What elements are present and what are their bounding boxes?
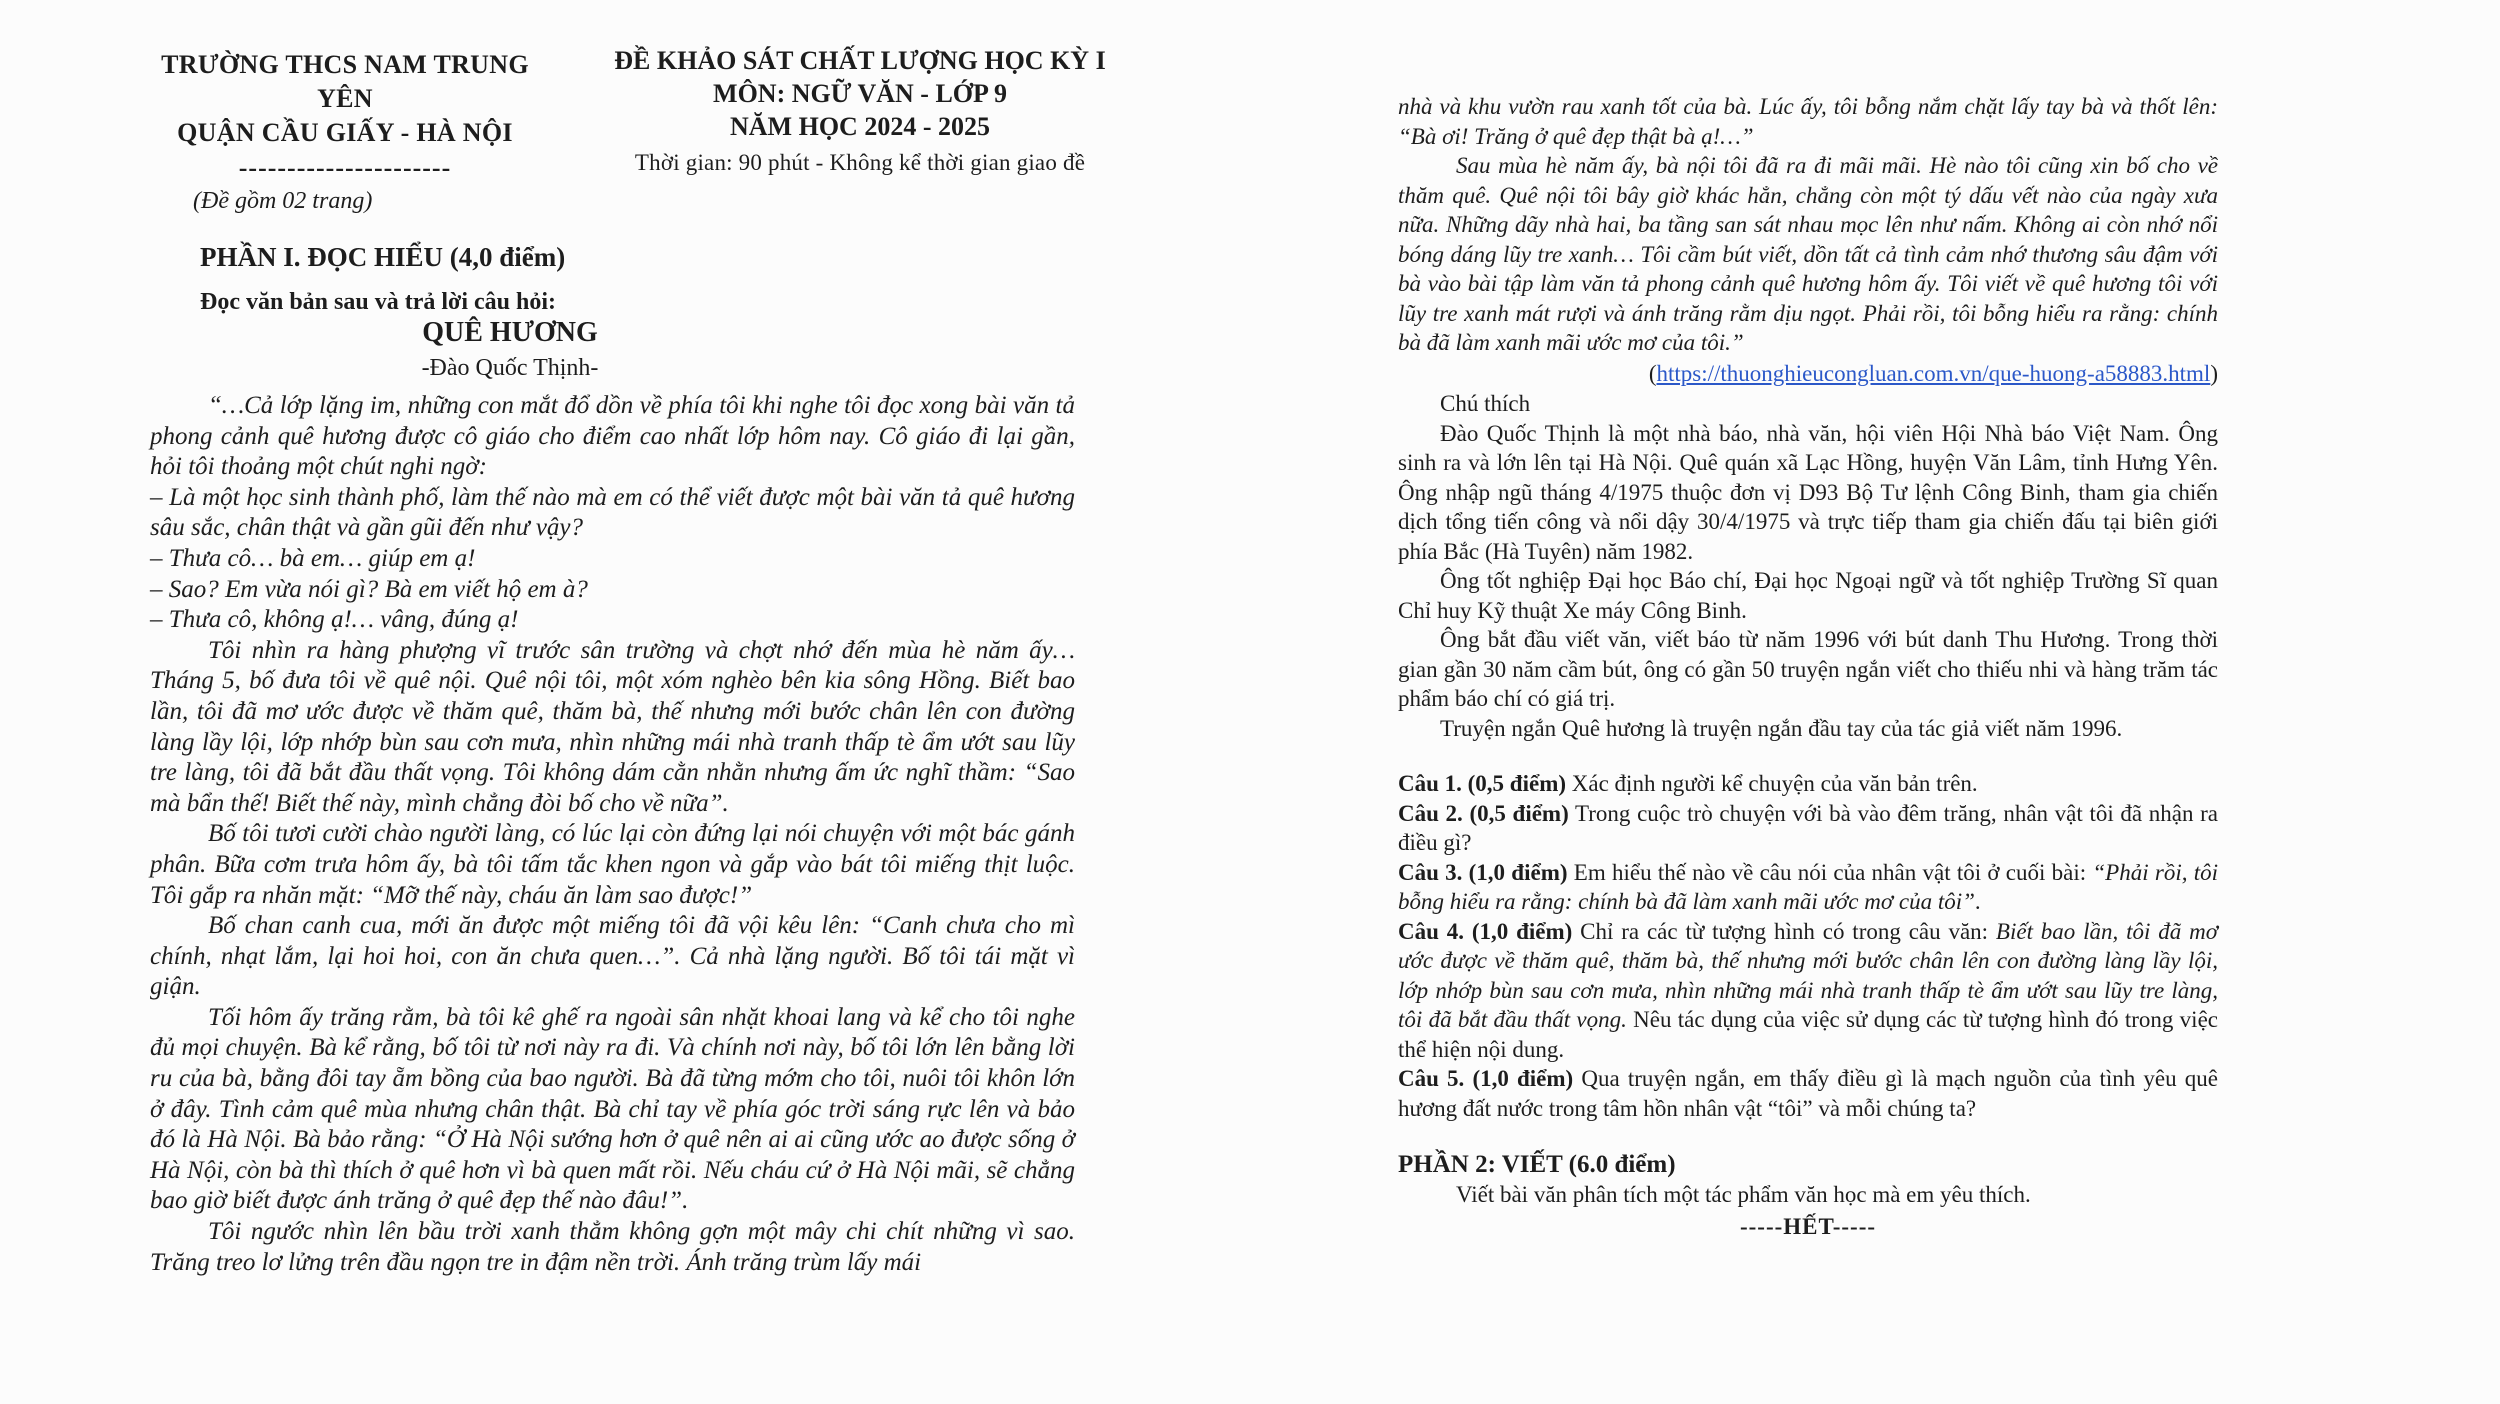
- passage-title: QUÊ HƯƠNG: [422, 317, 598, 348]
- pages-note: (Đề gồm 02 trang): [193, 188, 373, 214]
- notes-heading: Chú thích: [1440, 391, 1531, 416]
- passage-paragraph: Tôi ngước nhìn lên bầu trời xanh thẳm không gợn một mây chi chít những vì sao. Trăng treo lơ lửng trên đầu ngọn tre in đậm nền trời. Ánh trăng trùm lấy mái: [150, 1218, 1075, 1276]
- question-label: Câu 1. (0,5 điểm): [1398, 771, 1567, 796]
- question-item: [1398, 769, 2218, 799]
- source-link[interactable]: https://thuonghieucongluan.com.vn/que-huong-a58883.html: [1656, 360, 2211, 386]
- question-text: Trong cuộc trò chuyện với bà vào đêm trăng, nhân vật tôi đã nhận ra điều gì?: [1398, 800, 2218, 855]
- passage-paragraph: – Là một học sinh thành phố, làm thế nào mà em có thể viết được một bài văn tả quê hương sâu sắc, chân thật và gần gũi đến như vậy?: [150, 483, 1075, 542]
- passage-paragraph: – Thưa cô… bà em… giúp em ạ!: [150, 544, 476, 572]
- passage-paragraph: – Thưa cô, không ạ!… vâng, đúng ạ!: [150, 606, 519, 634]
- passage-paragraph: Bố tôi tươi cười chào người làng, có lúc lại còn đứng lại nói chuyện với một bác gánh phân. Bữa cơm trưa hôm ấy, bà tôi tấm tắc khen ngon và gắp vào bát tôi miếng thịt luộc. Tôi gắp ra nhăn mặt: “Mỡ thế này, cháu ăn làm sao được!”: [150, 820, 1075, 909]
- note-paragraph: Truyện ngắn Quê hương là truyện ngắn đầu tay của tác giả viết năm 1996.: [1440, 715, 2123, 741]
- question-label: Câu 3. (1,0 điểm): [1398, 859, 1568, 885]
- right-column: [1398, 92, 2218, 1242]
- school-district: QUẬN CẦU GIẤY - HÀ NỘI: [177, 118, 513, 147]
- passage-paragraph: Sau mùa hè năm ấy, bà nội tôi đã ra đi mãi mãi. Hè nào tôi cũng xin bố cho về thăm quê. Quê nội tôi bây giờ khác hẳn, chẳng còn một tý dấu vết nào của ngày xưa nữa. Những dãy nhà hai, ba tầng san sát nhau mọc lên như nấm. Không ai còn nhớ nổi bóng dáng lũy tre xanh… Tôi cầm bút viết, dồn tất cả tình cảm nhớ thương sâu đậm với bà vào bài tập làm văn tả phong cảnh quê hương hôm ấy. Tôi viết về quê hương tôi với lũy tre xanh mát rượi và ánh trăng rằm dịu ngọt. Phải rồi, tôi bỗng hiểu ra rằng: chính bà đã làm xanh mãi ước mơ của tôi.”: [1398, 153, 2218, 355]
- passage-author: -Đào Quốc Thịnh-: [421, 355, 599, 381]
- part1-heading: PHẦN I. ĐỌC HIỂU (4,0 điểm): [200, 242, 566, 272]
- exam-title: ĐỀ KHẢO SÁT CHẤT LƯỢNG HỌC KỲ I: [614, 46, 1106, 75]
- passage-paragraph: Bố chan canh cua, mới ăn được một miếng tôi đã vội kêu lên: “Canh chưa cho mì chính, nhạt lắm, lại hoi hoi, con ăn chưa quen…”. Cả nhà lặng người. Bố tôi tái mặt vì giận.: [150, 912, 1075, 1001]
- paren-close: ): [2210, 360, 2218, 386]
- passage-paragraph: Tối hôm ấy trăng rằm, bà tôi kê ghế ra ngoài sân nhặt khoai lang và kể cho tôi nghe đủ mọi chuyện. Bà kể rằng, bố tôi từ nơi này ra đi. Và chính nơi này, bố tôi lớn lên bằng lời ru của bà, bằng đôi tay ẵm bồng của bao người. Bà đã từng mớm cho tôi, nuôi tôi khôn lớn ở đây. Tình cảm quê mùa nhưng chân thật. Bà chỉ tay về phía góc trời sáng rực lên và bảo đó là Hà Nội. Bà bảo rằng: “Ở Hà Nội sướng hơn ở quê nên ai ai cũng ước ao được sống ở Hà Nội, còn bà thì thích ở quê hơn vì bà quen mất rồi. Nếu cháu cứ ở Hà Nội mãi, sẽ chẳng bao giờ biết được ánh trăng ở quê đẹp thế nào đâu!”.: [150, 1003, 1075, 1215]
- question-label: Câu 2. (0,5 điểm): [1398, 800, 1569, 826]
- exam-school-year: NĂM HỌC 2024 - 2025: [730, 112, 990, 141]
- question-label: Câu 4. (1,0 điểm): [1398, 918, 1573, 944]
- exam-duration: Thời gian: 90 phút - Không kể thời gian giao đề: [634, 150, 1086, 175]
- paren-open: (: [1648, 360, 1657, 386]
- question-text: Em hiểu thế nào về câu nói của nhân vật tôi ở cuối bài:: [1567, 859, 2093, 885]
- school-name: TRƯỜNG THCS NAM TRUNG YÊN: [161, 50, 529, 113]
- passage-paragraph: – Sao? Em vừa nói gì? Bà em viết hộ em à?: [150, 575, 588, 603]
- passage-left-column: [150, 391, 1075, 1278]
- part2-task: Viết bài văn phân tích một tác phẩm văn học mà em yêu thích.: [1456, 1181, 2031, 1207]
- note-paragraph: Ông tốt nghiệp Đại học Báo chí, Đại học Ngoại ngữ và tốt nghiệp Trường Sĩ quan Chỉ huy Kỹ thuật Xe máy Công Binh.: [1398, 568, 2218, 623]
- school-header: [140, 48, 550, 185]
- passage-paragraph: Tôi nhìn ra hàng phượng vĩ trước sân trường và chợt nhớ đến mùa hè năm ấy… Tháng 5, bố đưa tôi về quê nội. Quê nội tôi, một xóm nghèo bên kia sông Hồng. Biết bao lần, tôi đã mơ ước được về thăm quê, thăm bà, thế nhưng mới bước chân lên con đường làng lầy lội, lớp nhớp bùn sau cơn mưa, nhìn những mái nhà tranh thấp tè ẩm ướt sau lũy tre làng, tôi đã bắt đầu thất vọng. Tôi không dám cằn nhằn nhưng ấm ức nghĩ thầm: “Sao mà bẩn thế! Biết thế này, mình chẳng đòi bố cho về nữa”.: [150, 636, 1075, 817]
- question-item: [1398, 1064, 2218, 1123]
- question-quote: “Phải rồi, tôi bỗng hiểu ra rằng: chính bà đã làm xanh mãi ước mơ của tôi”: [1398, 859, 2218, 914]
- passage-paragraph: “…Cả lớp lặng im, những con mắt đổ dồn về phía tôi khi nghe tôi đọc xong bài văn tả phong cảnh quê hương được cô giáo cho điểm cao nhất lớp hôm nay. Cô giáo đi lại gần, hỏi tôi thoảng một chút nghi ngờ:: [150, 392, 1075, 481]
- school-divider: ----------------------: [238, 153, 452, 182]
- question-text: Xác định người kể chuyện của văn bản trên.: [1566, 771, 1978, 796]
- passage-paragraph: nhà và khu vườn rau xanh tốt của bà. Lúc ấy, tôi bỗng nắm chặt lấy tay bà và thốt lên: “Bà ơi! Trăng ở quê đẹp thật bà ạ!…”: [1398, 94, 2218, 149]
- end-mark: -----HẾT-----: [1739, 1214, 1877, 1239]
- question-tail: .: [1974, 889, 1981, 914]
- reading-instruction: Đọc văn bản sau và trả lời câu hỏi:: [200, 289, 556, 315]
- question-item: [1398, 799, 2218, 858]
- question-item: [1398, 858, 2218, 917]
- question-quote: Biết bao lần, tôi đã mơ ước được về thăm quê, thăm bà, thế nhưng mới bước chân lên con đường làng lầy lội, lớp nhớp bùn sau cơn mưa, nhìn những mái nhà tranh thấp tè ẩm ướt sau lũy tre làng, tôi đã bắt đầu thất vọng.: [1398, 918, 2219, 1032]
- exam-header: [612, 44, 1108, 179]
- note-paragraph: Đào Quốc Thịnh là một nhà báo, nhà văn, hội viên Hội Nhà báo Việt Nam. Ông sinh ra và lớn lên tại Hà Nội. Quê quán xã Lạc Hồng, huyện Văn Lâm, tỉnh Hưng Yên. Ông nhập ngũ tháng 4/1975 thuộc đơn vị D93 Bộ Tư lệnh Công Binh, tham gia chiến dịch tổng tiến công và nổi dậy 30/4/1975 và trực tiếp tham gia chiến đấu tại biên giới phía Bắc (Hà Tuyên) năm 1982.: [1398, 420, 2218, 564]
- note-paragraph: Ông bắt đầu viết văn, viết báo từ năm 1996 với bút danh Thu Hương. Trong thời gian gần 30 năm cầm bút, ông có gần 50 truyện ngắn viết cho thiếu nhi và hàng trăm tác phẩm báo chí có giá trị.: [1398, 627, 2218, 711]
- source-line: [1398, 359, 2218, 389]
- question-tail: Nêu tác dụng của việc sử dụng các từ tượng hình đó trong việc thể hiện nội dung.: [1398, 1007, 2218, 1062]
- questions-block: [1398, 769, 2218, 1123]
- part2-heading: PHẦN 2: VIẾT (6.0 điểm): [1398, 1151, 1676, 1178]
- exam-subject: MÔN: NGỮ VĂN - LỚP 9: [713, 79, 1007, 108]
- question-item: [1398, 917, 2218, 1065]
- question-text: Qua truyện ngắn, em thấy điều gì là mạch nguồn của tình yêu quê hương đất nước trong tâm hồn nhân vật “tôi” và mỗi chúng ta?: [1398, 1066, 2218, 1121]
- question-text: Chỉ ra các từ tượng hình có trong câu văn:: [1572, 918, 1996, 944]
- question-label: Câu 5. (1,0 điểm): [1398, 1066, 1574, 1091]
